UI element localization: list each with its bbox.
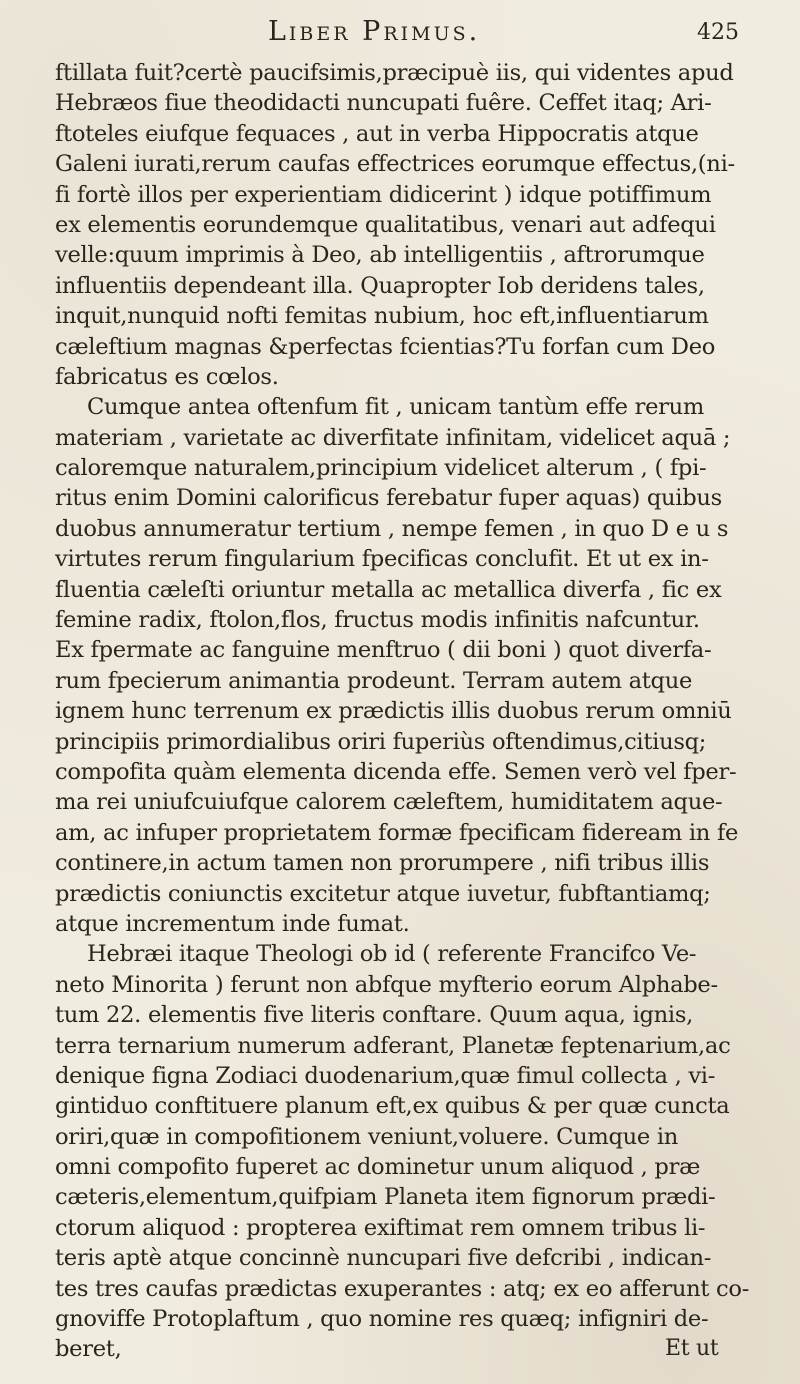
line-text: omni compofito fuperet ac dominetur unum aliquod , præ xyxy=(55,1154,701,1181)
text-line xyxy=(55,423,775,453)
text-line xyxy=(55,1304,775,1334)
page-number: 425 xyxy=(697,20,739,45)
line-text: principiis primordialibus oriri fuperiùs oftendimus,citiusq; xyxy=(55,728,707,755)
line-text: fabricatus es cœlos. xyxy=(55,363,279,390)
text-line xyxy=(55,1334,775,1364)
text-line xyxy=(55,575,775,605)
text-line xyxy=(55,544,775,574)
text-line xyxy=(55,392,775,422)
text-line xyxy=(55,970,775,1000)
line-text: neto Minorita ) ferunt non abfque myfterio eorum Alphabe- xyxy=(55,971,718,998)
line-text: am, ac infuper proprietatem formæ fpecificam fideream in fe xyxy=(55,819,739,846)
text-line xyxy=(55,240,775,270)
line-text: rum fpecierum animantia prodeunt. Terram autem atque xyxy=(55,667,693,694)
line-text: ex elementis eorundemque qualitatibus, venari aut adfequi xyxy=(55,211,716,238)
text-line xyxy=(55,119,775,149)
line-text: oriri,quæ in compofitionem veniunt,voluere. Cumque in xyxy=(55,1123,679,1150)
text-line xyxy=(55,514,775,544)
text-line xyxy=(55,605,775,635)
line-text: teris aptè atque concinnè nuncupari five defcribi , indican- xyxy=(55,1245,712,1272)
text-line xyxy=(55,1061,775,1091)
line-text: beret, xyxy=(55,1336,122,1363)
line-text: ritus enim Domini calorificus ferebatur fuper aquas) quibus xyxy=(55,485,722,512)
catchword: Et ut xyxy=(665,1336,719,1362)
line-text: atque incrementum inde fumat. xyxy=(55,910,410,937)
text-line xyxy=(55,727,775,757)
text-line xyxy=(55,1274,775,1304)
line-text: tum 22. elementis five literis conftare. Quum aqua, ignis, xyxy=(55,1002,694,1029)
line-text: velle:quum imprimis à Deo, ab intelligentiis , aftrorumque xyxy=(55,242,705,269)
line-text: ctorum aliquod : propterea exiftimat rem omnem tribus li- xyxy=(55,1214,706,1241)
text-line xyxy=(55,1243,775,1273)
page-header xyxy=(0,14,800,54)
line-text: Ex fpermate ac fanguine menftruo ( dii boni ) quot diverfa- xyxy=(55,637,712,664)
text-line xyxy=(55,332,775,362)
line-text: Cumque antea oftenfum fit , unicam tantùm effe rerum xyxy=(87,394,705,421)
text-line xyxy=(55,909,775,939)
text-line xyxy=(55,301,775,331)
text-line xyxy=(55,1091,775,1121)
text-line xyxy=(55,210,775,240)
running-head: Liber Primus. xyxy=(268,16,481,47)
line-text: cæleftium magnas &perfectas fcientias?Tu forfan cum Deo xyxy=(55,333,716,360)
text-line xyxy=(55,58,775,88)
text-line xyxy=(55,88,775,118)
text-line xyxy=(55,787,775,817)
line-text: femine radix, ftolon,flos, fructus modis infinitis nafcuntur. xyxy=(55,607,700,634)
text-line xyxy=(55,362,775,392)
line-text: cæteris,elementum,quifpiam Planeta item fignorum prædi- xyxy=(55,1184,716,1211)
text-line xyxy=(55,1152,775,1182)
line-text: gnoviffe Protoplaftum , quo nomine res quæq; infigniri de- xyxy=(55,1306,709,1333)
text-line xyxy=(55,180,775,210)
text-line xyxy=(55,149,775,179)
line-text: Galeni iurati,rerum caufas effectrices eorumque effectus,(ni- xyxy=(55,151,735,178)
line-text: influentiis dependeant illa. Quapropter Iob deridens tales, xyxy=(55,272,705,299)
text-line xyxy=(55,848,775,878)
text-line xyxy=(55,666,775,696)
line-text: fluentia cæleſti oriuntur metalla ac metallica diverfa , fic ex xyxy=(55,576,722,603)
line-text: duobus annumeratur tertium , nempe femen , in quo D e u s xyxy=(55,515,729,542)
line-text: compofita quàm elementa dicenda effe. Semen verò vel fper- xyxy=(55,758,737,785)
text-line xyxy=(55,453,775,483)
text-line xyxy=(55,879,775,909)
line-text: materiam , varietate ac diverfitate infinitam, videlicet aquā ; xyxy=(55,424,731,451)
line-text: virtutes rerum fingularium fpecificas conclufit. Et ut ex in- xyxy=(55,546,709,573)
text-line xyxy=(55,1031,775,1061)
text-line xyxy=(55,483,775,513)
text-line xyxy=(55,939,775,969)
line-text: ftillata fuit?certè paucifsimis,præcipuè iis, qui videntes apud xyxy=(55,60,734,86)
line-text: Hebræi itaque Theologi ob id ( referente Francifco Ve- xyxy=(87,941,697,968)
line-text: gintiduo conftituere planum eft,ex quibus & per quæ cuncta xyxy=(55,1093,730,1120)
text-line xyxy=(55,696,775,726)
line-text: terra ternarium numerum adferant, Planetæ feptenarium,ac xyxy=(55,1032,731,1059)
body-text xyxy=(55,58,775,1365)
text-line xyxy=(55,635,775,665)
text-line xyxy=(55,1000,775,1030)
line-text: ma rei uniufcuiufque calorem cæleftem, humiditatem aque- xyxy=(55,789,723,816)
line-text: continere,in actum tamen non prorumpere , nifi tribus illis xyxy=(55,850,710,877)
line-text: inquit,nunquid nofti femitas nubium, hoc eft,influentiarum xyxy=(55,303,709,330)
line-text: caloremque naturalem,principium videlicet alterum , ( fpi- xyxy=(55,455,707,482)
line-text: ignem hunc terrenum ex prædictis illis duobus rerum omniū xyxy=(55,698,732,725)
text-line xyxy=(55,818,775,848)
text-line xyxy=(55,271,775,301)
line-text: denique figna Zodiaci duodenarium,quæ fimul collecta , vi- xyxy=(55,1062,716,1089)
line-text: Hebræos fiue theodidacti nuncupati fuêre. Ceffet itaq; Ari- xyxy=(55,90,712,117)
text-line xyxy=(55,757,775,787)
text-line xyxy=(55,1213,775,1243)
line-text: ftoteles eiufque fequaces , aut in verba Hippocratis atque xyxy=(55,120,699,147)
text-line xyxy=(55,1122,775,1152)
line-text: tes tres caufas prædictas exuperantes : atq; ex eo afferunt co- xyxy=(55,1275,750,1302)
text-line xyxy=(55,1182,775,1212)
line-text: fi fortè illos per experientiam didicerint ) idque potiffimum xyxy=(55,181,712,208)
line-text: prædictis coniunctis excitetur atque iuvetur, fubftantiamq; xyxy=(55,880,711,907)
